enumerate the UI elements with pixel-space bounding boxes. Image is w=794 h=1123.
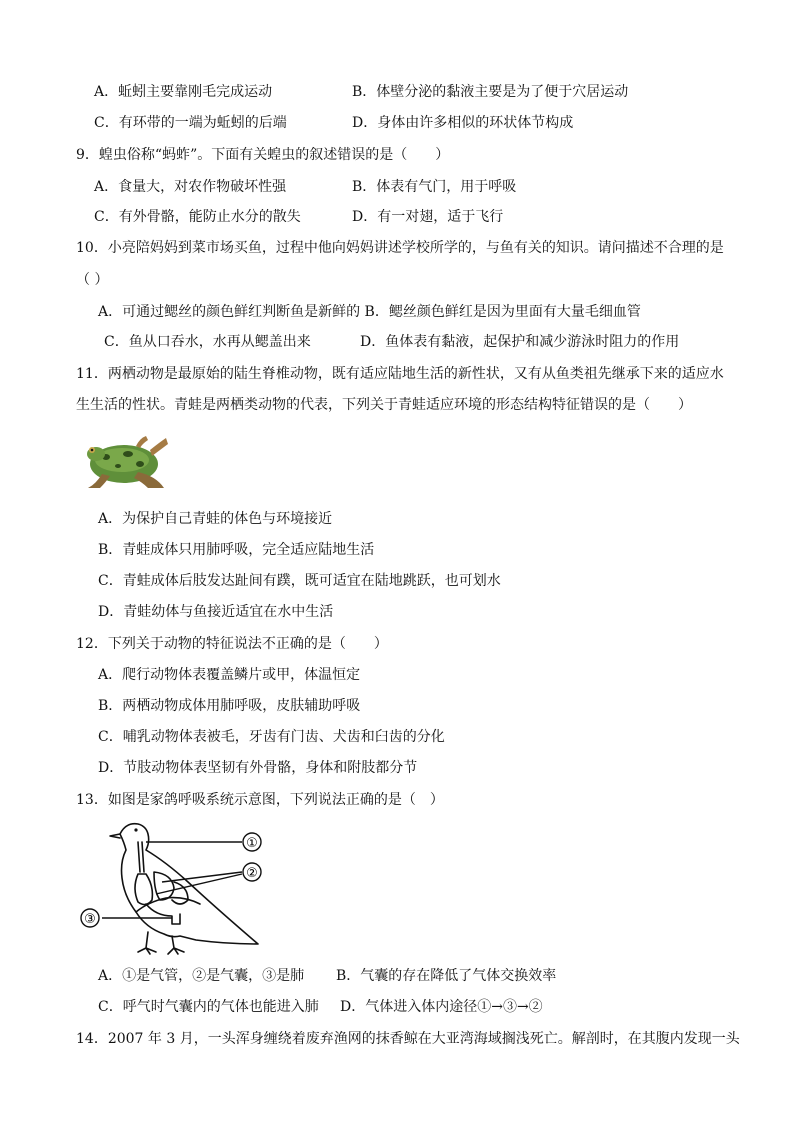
q10-option-ab: A．可通过鳃丝的颜色鲜红判断鱼是新鲜的 B．鳃丝颜色鲜红是因为里面有大量毛细血管 bbox=[98, 304, 641, 320]
q9-option-d: D．有一对翅，适于飞行 bbox=[352, 209, 504, 225]
q9-option-c: C．有外骨骼，能防止水分的散失 bbox=[94, 209, 301, 225]
q13-option-c: C．呼气时气囊内的气体也能进入肺 bbox=[98, 999, 319, 1015]
q8-option-d: D．身体由许多相似的环状体节构成 bbox=[352, 115, 574, 131]
q12-option-b: B．两栖动物成体用肺呼吸，皮肤辅助呼吸 bbox=[98, 698, 361, 714]
q10-option-d: D．鱼体表有黏液，起保护和减少游泳时阻力的作用 bbox=[360, 334, 680, 350]
q9-option-a: A．食量大，对农作物破坏性强 bbox=[94, 179, 287, 195]
q11-option-b: B．青蛙成体只用肺呼吸，完全适应陆地生活 bbox=[98, 542, 375, 558]
label-3: ③ bbox=[84, 912, 96, 927]
q11-stem-line2: 生生活的性状。青蛙是两栖类动物的代表，下列关于青蛙适应环境的形态结构特征错误的是（ ） bbox=[76, 397, 692, 413]
label-2: ② bbox=[246, 866, 258, 881]
q11-option-a: A．为保护自己青蛙的体色与环境接近 bbox=[98, 511, 333, 527]
q12-option-a: A．爬行动物体表覆盖鳞片或甲，体温恒定 bbox=[98, 667, 361, 683]
q10-stem-line2: （ ） bbox=[76, 272, 109, 288]
q12-option-d: D．节肢动物体表坚韧有外骨骼，身体和附肢都分节 bbox=[98, 760, 418, 776]
q11-option-c: C．青蛙成体后肢发达趾间有蹼，既可适宜在陆地跳跃，也可划水 bbox=[98, 573, 501, 589]
q11-stem-line1: 11．两栖动物是最原始的陆生脊椎动物，既有适应陆地生活的新性状，又有从鱼类祖先继承下来的适应水 bbox=[76, 366, 724, 382]
label-1: ① bbox=[246, 836, 258, 851]
pigeon-respiratory-diagram bbox=[76, 812, 272, 958]
q10-option-c: C．鱼从口吞水，水再从鳃盖出来 bbox=[104, 334, 311, 350]
q13-stem: 13．如图是家鸽呼吸系统示意图，下列说法正确的是（ ） bbox=[76, 792, 444, 808]
q13-option-d: D．气体进入体内途径①→③→② bbox=[340, 999, 543, 1015]
q9-stem: 9．蝗虫俗称“蚂蚱”。下面有关蝗虫的叙述错误的是（ ） bbox=[76, 147, 450, 163]
frog-image bbox=[78, 432, 170, 494]
q9-option-b: B．体表有气门，用于呼吸 bbox=[352, 179, 517, 195]
q14-stem-line1: 14．2007 年 3 月，一头浑身缠绕着废弃渔网的抹香鲸在大亚湾海域搁浅死亡。解剖时，在其腹内发现一头 bbox=[76, 1031, 740, 1047]
q8-option-c: C．有环带的一端为蚯蚓的后端 bbox=[94, 115, 287, 131]
q8-option-b: B．体壁分泌的黏液主要是为了便于穴居运动 bbox=[352, 84, 629, 100]
q12-stem: 12．下列关于动物的特征说法不正确的是（ ） bbox=[76, 636, 388, 652]
q10-stem-line1: 10．小亮陪妈妈到菜市场买鱼，过程中他向妈妈讲述学校所学的，与鱼有关的知识。请问描述不合理的是 bbox=[76, 240, 724, 256]
q11-option-d: D．青蛙幼体与鱼接近适宜在水中生活 bbox=[98, 604, 334, 620]
q13-option-b: B．气囊的存在降低了气体交换效率 bbox=[336, 968, 557, 984]
q8-option-a: A．蚯蚓主要靠刚毛完成运动 bbox=[94, 84, 273, 100]
q13-option-a: A．①是气管，②是气囊，③是肺 bbox=[98, 968, 305, 984]
q12-option-c: C．哺乳动物体表被毛，牙齿有门齿、犬齿和臼齿的分化 bbox=[98, 729, 445, 745]
